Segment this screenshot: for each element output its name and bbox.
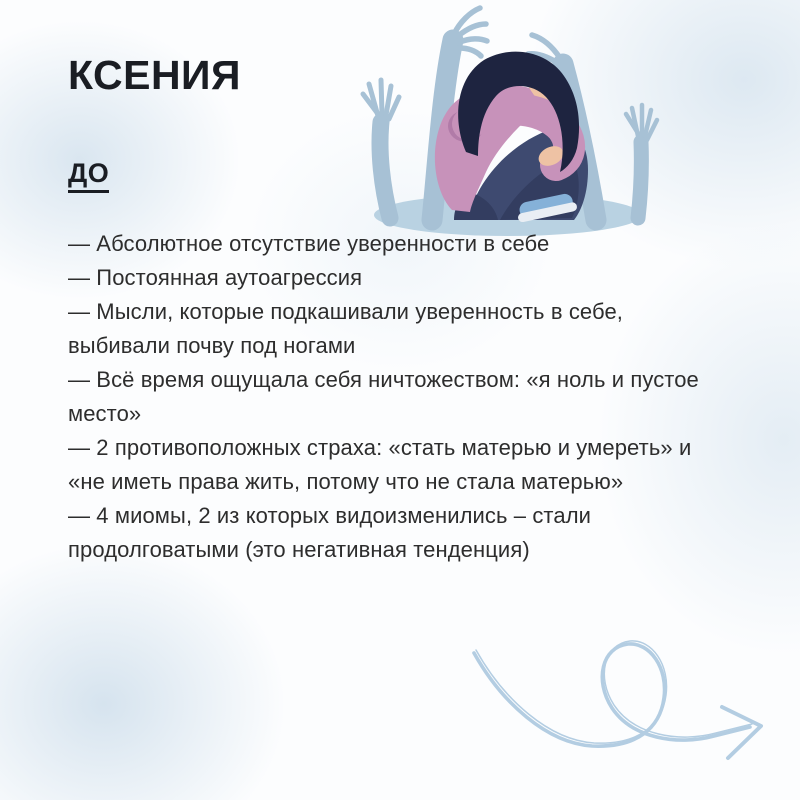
list-item: — 4 миомы, 2 из которых видоизменились – стали продолговатыми (это негативная тенденция) (68, 503, 592, 562)
sad-woman-illustration (350, 2, 670, 242)
list-item: — Мысли, которые подкашивали уверенность в себе, выбивали почву под ногами (68, 299, 624, 358)
before-list (68, 227, 716, 567)
section-label-before: ДО (68, 158, 109, 193)
list-item: — Всё время ощущала себя ничтожеством: «я ноль и пустое место» (68, 367, 699, 426)
list-item: — Абсолютное отсутствие уверенности в себе (68, 231, 550, 256)
list-item: — 2 противоположных страха: «стать матерью и умереть» и «не иметь права жить, потому что не стала матерью» (68, 435, 692, 494)
swirl-arrow-icon (452, 628, 792, 783)
list-item: — Постоянная аутоагрессия (68, 265, 363, 290)
sad-woman-ghost-hands-icon (350, 2, 670, 242)
page-title: КСЕНИЯ (68, 52, 241, 98)
